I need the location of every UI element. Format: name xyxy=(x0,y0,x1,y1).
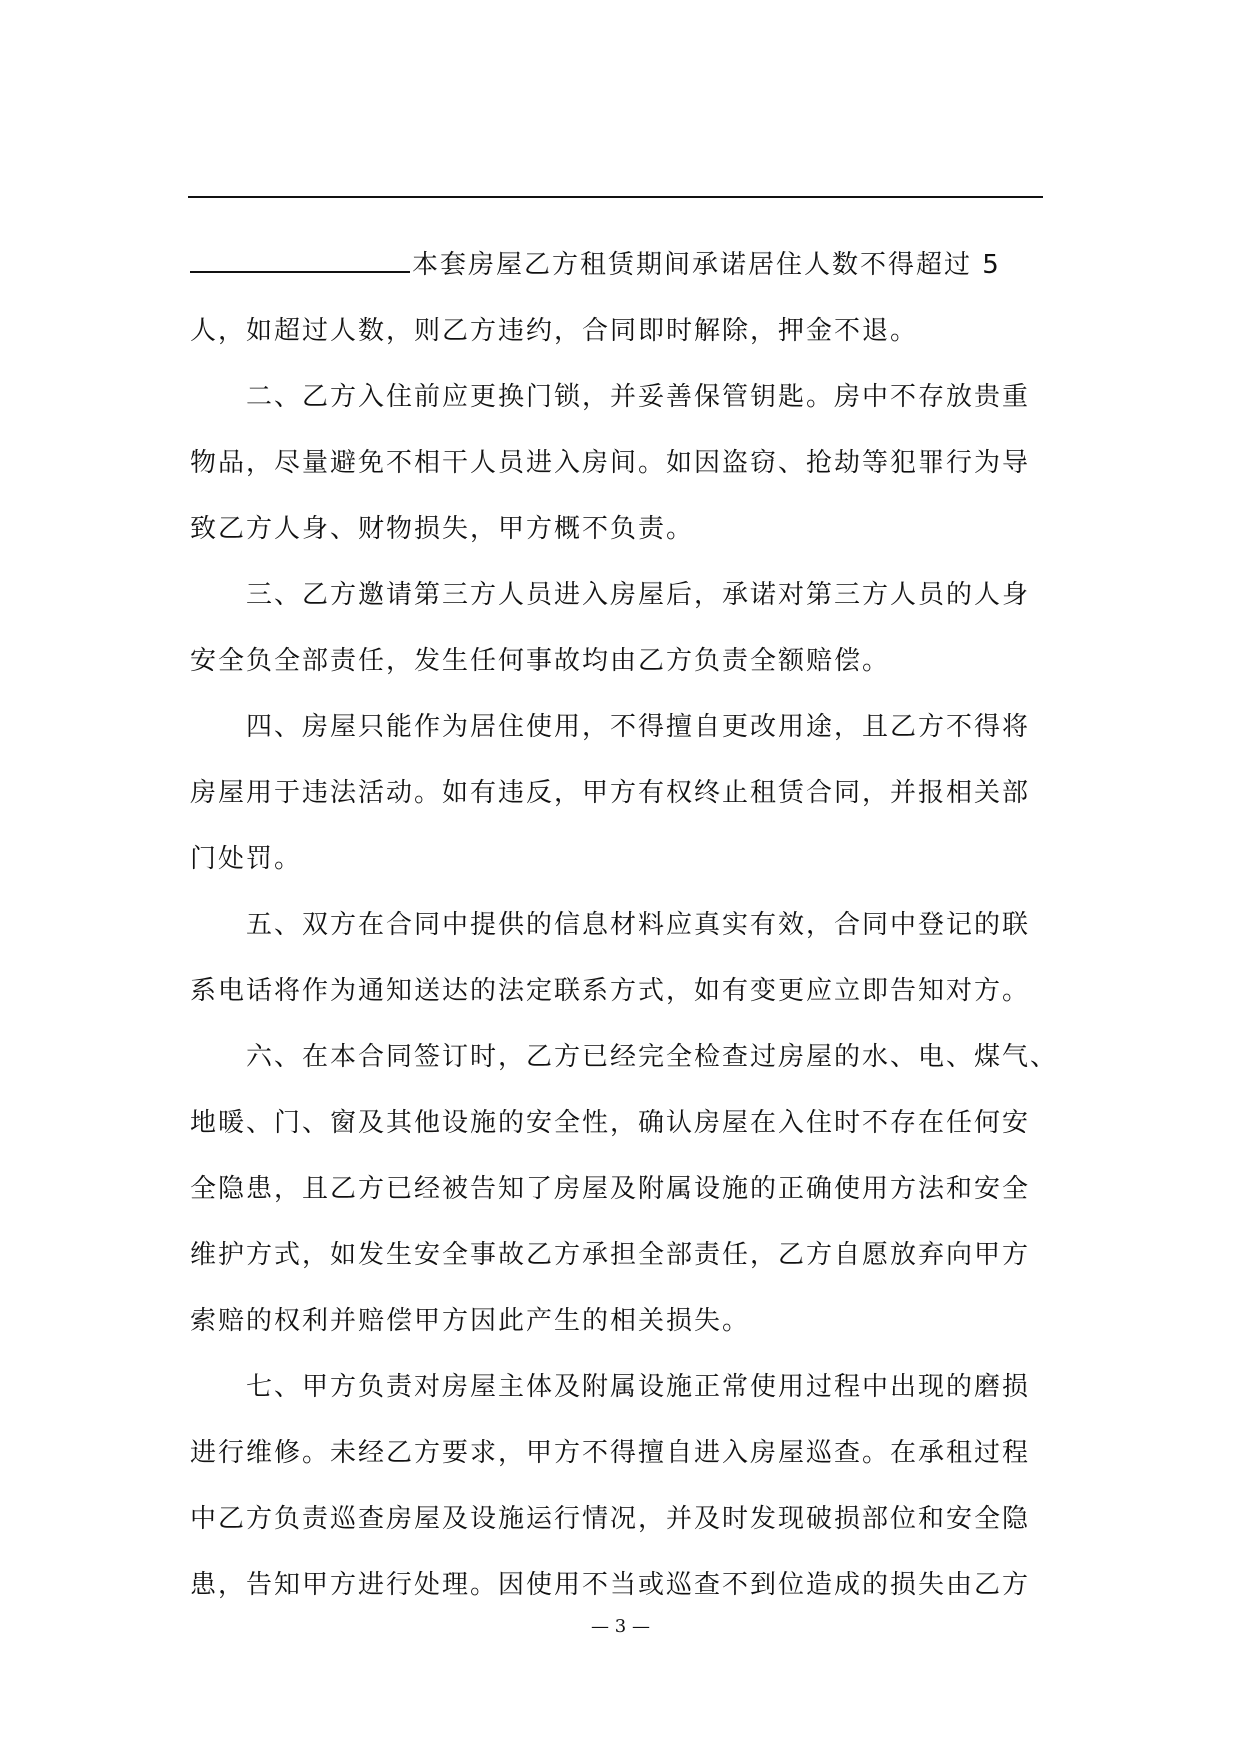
paragraph-line: 进行维修。未经乙方要求，甲方不得擅自进入房屋巡查。在承租过程 xyxy=(190,1438,1031,1468)
contract-body xyxy=(190,232,1090,1618)
clause-3 xyxy=(190,562,1090,694)
page-number: — 3 — xyxy=(591,1616,650,1637)
paragraph-line: 五、双方在合同中提供的信息材料应真实有效，合同中登记的联 xyxy=(246,910,1031,940)
fill-in-blank xyxy=(190,245,410,273)
paragraph-line: 地暖、门、窗及其他设施的安全性，确认房屋在入住时不存在任何安 xyxy=(190,1108,1031,1138)
paragraph-line: 患，告知甲方进行处理。因使用不当或巡查不到位造成的损失由乙方 xyxy=(190,1570,1031,1600)
clause-5 xyxy=(190,892,1090,1024)
paragraph-line: 全隐患，且乙方已经被告知了房屋及附属设施的正确使用方法和安全 xyxy=(190,1174,1031,1204)
occupancy-limit-text: 本套房屋乙方租赁期间承诺居住人数不得超过 5 xyxy=(412,250,1001,280)
paragraph-line: 物品，尽量避免不相干人员进入房间。如因盗窃、抢劫等犯罪行为导 xyxy=(190,448,1031,478)
paragraph-line xyxy=(190,232,1090,298)
paragraph-line: 六、在本合同签订时，乙方已经完全检查过房屋的水、电、煤气、 xyxy=(246,1042,1059,1072)
clause-4 xyxy=(190,694,1090,892)
occupancy-paragraph xyxy=(190,232,1090,364)
paragraph-line: 三、乙方邀请第三方人员进入房屋后，承诺对第三方人员的人身 xyxy=(246,580,1031,610)
clause-2 xyxy=(190,364,1090,562)
paragraph-line: 七、甲方负责对房屋主体及附属设施正常使用过程中出现的磨损 xyxy=(246,1372,1031,1402)
paragraph-line: 四、房屋只能作为居住使用，不得擅自更改用途，且乙方不得将 xyxy=(246,712,1031,742)
paragraph-line: 中乙方负责巡查房屋及设施运行情况，并及时发现破损部位和安全隐 xyxy=(190,1504,1031,1534)
paragraph-line: 维护方式，如发生安全事故乙方承担全部责任，乙方自愿放弃向甲方 xyxy=(190,1240,1031,1270)
paragraph-line: 安全负全部责任，发生任何事故均由乙方负责全额赔偿。 xyxy=(190,646,891,676)
paragraph-line: 索赔的权利并赔偿甲方因此产生的相关损失。 xyxy=(190,1306,751,1336)
fill-in-blank-line xyxy=(188,196,1043,198)
paragraph-line: 门处罚。 xyxy=(190,844,303,874)
paragraph-line: 人，如超过人数，则乙方违约，合同即时解除，押金不退。 xyxy=(190,316,919,346)
paragraph-line: 致乙方人身、财物损失，甲方概不负责。 xyxy=(190,514,695,544)
clause-6 xyxy=(190,1024,1090,1354)
paragraph-line: 房屋用于违法活动。如有违反，甲方有权终止租赁合同，并报相关部 xyxy=(190,778,1031,808)
paragraph-line: 二、乙方入住前应更换门锁，并妥善保管钥匙。房中不存放贵重 xyxy=(246,382,1031,412)
paragraph-line: 系电话将作为通知送达的法定联系方式，如有变更应立即告知对方。 xyxy=(190,976,1031,1006)
clause-7 xyxy=(190,1354,1090,1618)
